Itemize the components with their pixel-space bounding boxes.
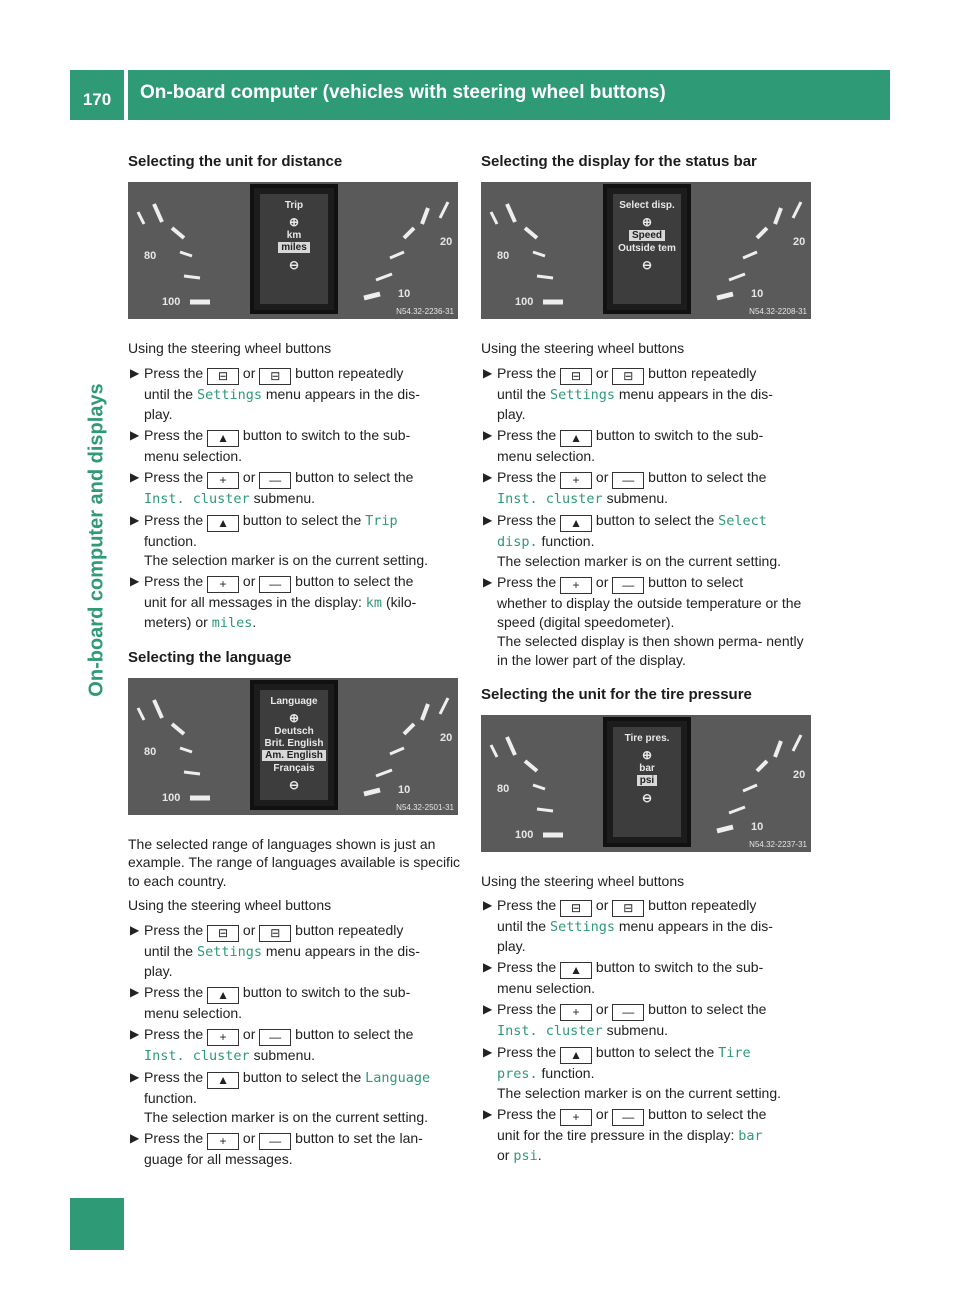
step: ▶ Press the + or — button to select the Inst. cluster submenu. bbox=[483, 468, 767, 507]
minus-icon: ⊖ bbox=[288, 258, 300, 272]
section-title-language: Selecting the language bbox=[128, 648, 292, 666]
gauge-tick bbox=[533, 252, 545, 256]
gauge-tick bbox=[180, 748, 192, 752]
step: ▶ Press the ▲ button to switch to the sub- menu selection. bbox=[483, 959, 764, 996]
panel-option: bar bbox=[639, 762, 655, 774]
plus-icon: ⊕ bbox=[641, 747, 653, 762]
gauge-label: 10 bbox=[398, 783, 411, 796]
gauge-tick bbox=[390, 748, 404, 754]
gauge-tick bbox=[404, 724, 414, 734]
arrow-icon: ▶ bbox=[483, 960, 493, 974]
cluster-image-language bbox=[128, 678, 458, 815]
gauge-tick bbox=[717, 827, 733, 831]
intro-text: Using the steering wheel buttons bbox=[481, 340, 685, 356]
cluster-image-distance bbox=[128, 182, 458, 319]
gauge-label: 80 bbox=[497, 782, 510, 795]
up-key-icon: ▲ bbox=[560, 515, 592, 532]
gauge-tick bbox=[757, 228, 767, 238]
panel-option: km bbox=[286, 230, 302, 241]
panel-option-selected: psi bbox=[637, 775, 657, 786]
up-key-icon: ▲ bbox=[207, 515, 239, 532]
up-key-icon: ▲ bbox=[560, 1047, 592, 1064]
gauge-label: 80 bbox=[497, 250, 510, 262]
gauge-tick bbox=[717, 294, 733, 298]
gauge-tick bbox=[743, 252, 757, 258]
gauge-label: 100 bbox=[162, 296, 181, 308]
minus-key-icon: — bbox=[612, 577, 644, 594]
gauge-tick bbox=[743, 785, 757, 791]
forward-key-icon: ⊟ bbox=[259, 925, 291, 942]
arrow-icon: ▶ bbox=[483, 898, 493, 912]
display-panel bbox=[250, 680, 338, 810]
steps-list bbox=[128, 921, 464, 1169]
side-tab-marker bbox=[70, 1198, 124, 1250]
gauge-tick bbox=[533, 785, 545, 789]
gauge-label: 20 bbox=[793, 768, 806, 781]
step: ▶ Press the + or — button to select whether to display the outside temperature or the speed (digital speedometer). The selected display is then shown perma- nently in the lower part of the display. bbox=[483, 573, 804, 668]
gauge-label: 100 bbox=[515, 828, 534, 841]
back-key-icon: ⊟ bbox=[560, 368, 592, 385]
step: ▶ Press the ▲ button to select the Select disp. function. The selection marker is on the current setting. bbox=[483, 511, 782, 569]
forward-key-icon: ⊟ bbox=[612, 368, 644, 385]
up-key-icon: ▲ bbox=[560, 430, 592, 447]
gauge-label: 80 bbox=[144, 745, 157, 758]
cluster-image-tire bbox=[481, 715, 811, 852]
panel-option-selected: Am. English bbox=[262, 750, 326, 761]
step: ▶ Press the + or — button to select the unit for the tire pressure in the display: bar or psi. bbox=[483, 1106, 767, 1164]
plus-key-icon: + bbox=[207, 576, 239, 593]
gauge-tick bbox=[184, 772, 200, 774]
gauge-tick bbox=[729, 807, 745, 813]
plus-icon: ⊕ bbox=[288, 215, 300, 229]
display-panel bbox=[603, 184, 691, 314]
arrow-icon: ▶ bbox=[483, 365, 493, 380]
arrow-icon: ▶ bbox=[130, 1026, 140, 1041]
gauge-tick bbox=[491, 212, 497, 224]
plus-key-icon: + bbox=[207, 1029, 239, 1046]
gauge-label: 10 bbox=[751, 820, 764, 833]
gauge-tick bbox=[404, 228, 414, 238]
display-panel bbox=[250, 184, 338, 314]
steps-list bbox=[481, 364, 817, 670]
gauge-tick bbox=[154, 204, 162, 222]
panel-title: Trip bbox=[284, 200, 304, 211]
panel-option-selected: Speed bbox=[629, 230, 665, 241]
step: ▶ Press the ▲ button to switch to the sub- menu selection. bbox=[130, 426, 411, 464]
panel-option: Français bbox=[273, 762, 315, 774]
gauge-label: 20 bbox=[440, 236, 453, 248]
step: ▶ Press the + or — button to select the Inst. cluster submenu. bbox=[130, 468, 414, 507]
panel-title: Select disp. bbox=[619, 200, 675, 211]
gauge-tick bbox=[775, 208, 781, 224]
arrow-icon: ▶ bbox=[130, 1069, 140, 1084]
page-title: On-board computer (vehicles with steering wheel buttons) bbox=[140, 82, 666, 103]
step: ▶ Press the + or — button to select the unit for all messages in the display: km (kilo- meters) or miles. bbox=[130, 572, 417, 631]
arrow-icon: ▶ bbox=[130, 573, 140, 588]
gauge-tick bbox=[775, 741, 781, 757]
gauge-label: 100 bbox=[515, 296, 534, 308]
up-key-icon: ▲ bbox=[560, 962, 592, 979]
arrow-icon: ▶ bbox=[130, 365, 140, 380]
minus-icon: ⊖ bbox=[641, 258, 653, 272]
header-divider bbox=[124, 70, 128, 120]
gauge-tick bbox=[507, 204, 515, 222]
up-key-icon: ▲ bbox=[207, 987, 239, 1004]
gauge-label: 10 bbox=[398, 288, 411, 300]
arrow-icon: ▶ bbox=[130, 984, 140, 999]
gauge-tick bbox=[525, 761, 537, 771]
plus-key-icon: + bbox=[560, 1004, 592, 1021]
arrow-icon: ▶ bbox=[483, 469, 493, 484]
minus-key-icon: — bbox=[259, 1029, 291, 1046]
arrow-icon: ▶ bbox=[483, 574, 493, 589]
gauge-tick bbox=[422, 704, 428, 720]
plus-icon: ⊕ bbox=[641, 215, 653, 229]
gauge-tick bbox=[793, 735, 801, 751]
steps-list bbox=[128, 364, 464, 633]
panel-title: Tire pres. bbox=[624, 732, 670, 744]
step: ▶ Press the ▲ button to switch to the sub- menu selection. bbox=[130, 983, 411, 1021]
step: ▶ Press the + or — button to select the Inst. cluster submenu. bbox=[483, 1001, 767, 1039]
panel-option: Deutsch bbox=[274, 725, 314, 737]
arrow-icon: ▶ bbox=[130, 922, 140, 937]
gauge-tick bbox=[376, 770, 392, 776]
side-tab-label: On-board computer and displays bbox=[85, 383, 108, 697]
arrow-icon: ▶ bbox=[483, 1002, 493, 1016]
left-column bbox=[128, 153, 464, 1171]
minus-key-icon: — bbox=[259, 1133, 291, 1150]
arrow-icon: ▶ bbox=[130, 427, 140, 442]
forward-key-icon: ⊟ bbox=[259, 368, 291, 385]
gauge-tick bbox=[138, 212, 144, 224]
minus-icon: ⊖ bbox=[288, 777, 300, 792]
gauge-tick bbox=[364, 790, 380, 794]
gauge-tick bbox=[525, 228, 537, 238]
section-title-status-bar: Selecting the display for the status bar bbox=[481, 153, 757, 170]
right-column bbox=[481, 153, 817, 1168]
arrow-icon: ▶ bbox=[483, 1045, 493, 1059]
back-key-icon: ⊟ bbox=[207, 368, 239, 385]
panel-option: Outside tem bbox=[618, 243, 676, 254]
forward-key-icon: ⊟ bbox=[612, 900, 644, 917]
gauge-tick bbox=[364, 294, 380, 298]
plus-key-icon: + bbox=[207, 1133, 239, 1150]
step: ▶ Press the ▲ button to switch to the sub- menu selection. bbox=[483, 426, 764, 464]
arrow-icon: ▶ bbox=[130, 469, 140, 484]
cluster-image-status-bar bbox=[481, 182, 811, 319]
minus-key-icon: — bbox=[612, 472, 644, 489]
gauge-tick bbox=[172, 228, 184, 238]
gauge-tick bbox=[422, 208, 428, 224]
plus-key-icon: + bbox=[207, 472, 239, 489]
arrow-icon: ▶ bbox=[483, 427, 493, 442]
gauge-tick bbox=[507, 737, 515, 755]
arrow-icon: ▶ bbox=[130, 1130, 140, 1145]
gauge-tick bbox=[172, 724, 184, 734]
arrow-icon: ▶ bbox=[483, 512, 493, 527]
intro-text: Using the steering wheel buttons bbox=[481, 872, 685, 889]
image-reference: N54.32-2237-31 bbox=[749, 839, 807, 849]
gauge-label: 20 bbox=[793, 236, 806, 248]
plus-icon: ⊕ bbox=[288, 710, 300, 725]
panel-option: Brit. English bbox=[264, 737, 324, 749]
plus-key-icon: + bbox=[560, 472, 592, 489]
image-reference: N54.32-2236-31 bbox=[396, 307, 454, 316]
display-screen bbox=[260, 690, 328, 800]
gauge-label: 20 bbox=[440, 731, 453, 744]
gauge-tick bbox=[154, 700, 162, 718]
gauge-tick bbox=[376, 274, 392, 280]
up-key-icon: ▲ bbox=[207, 1072, 239, 1089]
intro-text: Using the steering wheel buttons bbox=[128, 340, 332, 356]
gauge-tick bbox=[440, 698, 448, 714]
step: ▶ Press the ▲ button to select the Trip function. The selection marker is on the current setting. bbox=[130, 511, 429, 568]
step: ▶ Press the + or — button to set the lan- guage for all messages. bbox=[130, 1129, 423, 1167]
minus-key-icon: — bbox=[612, 1004, 644, 1021]
gauge-tick bbox=[180, 252, 192, 256]
display-panel bbox=[603, 717, 691, 847]
language-note: The selected range of languages shown is just an example. The range of languages available is specific to each country. bbox=[128, 835, 461, 889]
gauge-label: 10 bbox=[751, 288, 764, 300]
section-title-tire: Selecting the unit for the tire pressure bbox=[481, 685, 752, 703]
arrow-icon: ▶ bbox=[130, 512, 140, 527]
minus-icon: ⊖ bbox=[641, 790, 653, 805]
minus-key-icon: — bbox=[612, 1109, 644, 1126]
up-key-icon: ▲ bbox=[207, 430, 239, 447]
gauge-label: 80 bbox=[144, 250, 157, 262]
intro-text: Using the steering wheel buttons bbox=[128, 897, 332, 913]
gauge-tick bbox=[537, 276, 553, 278]
step: ▶ Press the ⊟ or ⊟ button repeatedly until the Settings menu appears in the dis- play. bbox=[130, 364, 420, 422]
back-key-icon: ⊟ bbox=[207, 925, 239, 942]
display-screen bbox=[260, 194, 328, 304]
step: ▶ Press the ⊟ or ⊟ button repeatedly until the Settings menu appears in the dis- play. bbox=[483, 897, 773, 954]
display-screen bbox=[613, 727, 681, 837]
gauge-tick bbox=[537, 809, 553, 811]
step: ▶ Press the ▲ button to select the Language function. The selection marker is on the current setting. bbox=[130, 1068, 431, 1125]
gauge-tick bbox=[729, 274, 745, 280]
page-number: 170 bbox=[82, 90, 112, 109]
gauge-tick bbox=[491, 745, 497, 757]
gauge-label: 100 bbox=[162, 791, 181, 804]
display-screen bbox=[613, 194, 681, 304]
step: ▶ Press the ⊟ or ⊟ button repeatedly until the Settings menu appears in the dis- play. bbox=[483, 364, 773, 422]
image-reference: N54.32-2501-31 bbox=[396, 802, 454, 812]
gauge-tick bbox=[757, 761, 767, 771]
plus-key-icon: + bbox=[560, 577, 592, 594]
step: ▶ Press the ⊟ or ⊟ button repeatedly until the Settings menu appears in the dis- play. bbox=[130, 921, 420, 979]
panel-option-selected: miles bbox=[278, 242, 310, 253]
panel-title: Language bbox=[270, 695, 318, 707]
gauge-tick bbox=[440, 202, 448, 218]
back-key-icon: ⊟ bbox=[560, 900, 592, 917]
steps-list bbox=[481, 896, 817, 1166]
minus-key-icon: — bbox=[259, 472, 291, 489]
gauge-tick bbox=[793, 202, 801, 218]
gauge-tick bbox=[390, 252, 404, 258]
step: ▶ Press the + or — button to select the Inst. cluster submenu. bbox=[130, 1025, 414, 1064]
section-title-distance: Selecting the unit for distance bbox=[128, 153, 343, 170]
gauge-tick bbox=[184, 276, 200, 278]
image-reference: N54.32-2208-31 bbox=[749, 307, 807, 316]
step: ▶ Press the ▲ button to select the Tire pres. function. The selection marker is on the current setting. bbox=[483, 1044, 782, 1101]
plus-key-icon: + bbox=[560, 1109, 592, 1126]
minus-key-icon: — bbox=[259, 576, 291, 593]
gauge-tick bbox=[138, 708, 144, 720]
arrow-icon: ▶ bbox=[483, 1107, 493, 1121]
